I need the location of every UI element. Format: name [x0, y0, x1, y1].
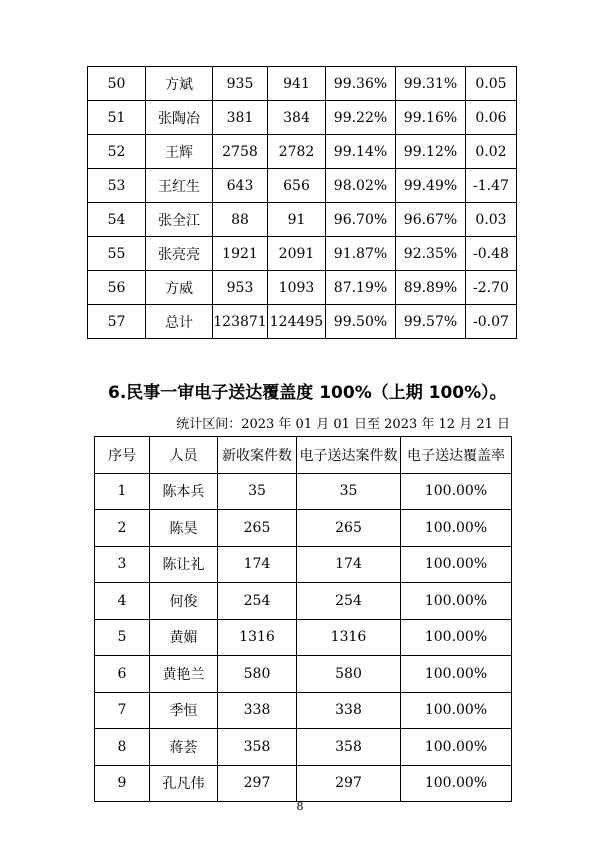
cell-person: 王辉 [146, 135, 213, 169]
cell-person: 蒋荟 [150, 729, 218, 766]
cell-seq: 57 [88, 305, 146, 339]
cell-value-a: 88 [213, 203, 268, 237]
cell-seq: 3 [95, 546, 150, 583]
cell-rate-previous: 99.31% [396, 67, 466, 101]
cell-rate-previous: 99.12% [396, 135, 466, 169]
cell-new-cases: 254 [218, 583, 297, 620]
cell-rate-current: 96.70% [326, 203, 396, 237]
cell-person: 张亮亮 [146, 237, 213, 271]
cell-seq: 55 [88, 237, 146, 271]
cell-value-b: 1093 [268, 271, 326, 305]
cell-value-b: 941 [268, 67, 326, 101]
cell-person: 孔凡伟 [150, 765, 218, 802]
cell-person: 王红生 [146, 169, 213, 203]
cell-change: 0.03 [466, 203, 517, 237]
e-service-table-body [95, 473, 512, 802]
cell-person: 黄媚 [150, 619, 218, 656]
cell-coverage-rate: 100.00% [401, 729, 512, 766]
cell-change: -0.48 [466, 237, 517, 271]
table-row [88, 203, 517, 237]
table-row [88, 67, 517, 101]
cell-e-service-cases: 254 [297, 583, 401, 620]
cell-value-b: 384 [268, 101, 326, 135]
header-new-cases: 新收案件数 [218, 437, 297, 474]
cell-new-cases: 297 [218, 765, 297, 802]
cell-coverage-rate: 100.00% [401, 656, 512, 693]
cell-seq: 52 [88, 135, 146, 169]
cell-change: 0.05 [466, 67, 517, 101]
cell-value-a: 381 [213, 101, 268, 135]
cell-seq: 5 [95, 619, 150, 656]
cell-new-cases: 1316 [218, 619, 297, 656]
cell-person: 何俊 [150, 583, 218, 620]
cell-person: 方威 [146, 271, 213, 305]
cell-new-cases: 35 [218, 473, 297, 510]
cell-new-cases: 358 [218, 729, 297, 766]
cell-seq: 9 [95, 765, 150, 802]
cell-change: 0.02 [466, 135, 517, 169]
cell-seq: 7 [95, 692, 150, 729]
cell-person: 黄艳兰 [150, 656, 218, 693]
cell-coverage-rate: 100.00% [401, 473, 512, 510]
cell-change: -2.70 [466, 271, 517, 305]
table-row [95, 656, 512, 693]
cell-coverage-rate: 100.00% [401, 619, 512, 656]
cell-e-service-cases: 297 [297, 765, 401, 802]
table-header-row [95, 437, 512, 474]
table-row [95, 619, 512, 656]
table-row [95, 583, 512, 620]
cell-coverage-rate: 100.00% [401, 510, 512, 547]
cell-rate-current: 98.02% [326, 169, 396, 203]
cell-person: 张陶冶 [146, 101, 213, 135]
cell-change: 0.06 [466, 101, 517, 135]
ranking-table-continued [87, 66, 517, 339]
cell-rate-current: 87.19% [326, 271, 396, 305]
table-row [88, 271, 517, 305]
cell-e-service-cases: 580 [297, 656, 401, 693]
cell-value-b: 2091 [268, 237, 326, 271]
cell-seq: 50 [88, 67, 146, 101]
cell-rate-previous: 99.16% [396, 101, 466, 135]
cell-rate-previous: 99.49% [396, 169, 466, 203]
cell-e-service-cases: 338 [297, 692, 401, 729]
cell-e-service-cases: 35 [297, 473, 401, 510]
cell-person: 张全江 [146, 203, 213, 237]
table-row [95, 546, 512, 583]
cell-rate-previous: 99.57% [396, 305, 466, 339]
cell-e-service-cases: 174 [297, 546, 401, 583]
cell-seq: 2 [95, 510, 150, 547]
cell-seq: 4 [95, 583, 150, 620]
cell-value-a: 123871 [213, 305, 268, 339]
date-range: 统计区间：2023 年 01 月 01 日至 2023 年 12 月 21 日 [176, 417, 510, 432]
table-row [95, 765, 512, 802]
cell-rate-previous: 89.89% [396, 271, 466, 305]
cell-e-service-cases: 1316 [297, 619, 401, 656]
cell-new-cases: 265 [218, 510, 297, 547]
header-seq: 序号 [95, 437, 150, 474]
cell-seq: 53 [88, 169, 146, 203]
cell-value-a: 953 [213, 271, 268, 305]
table-row [88, 169, 517, 203]
table-row [88, 135, 517, 169]
cell-seq: 54 [88, 203, 146, 237]
cell-seq: 8 [95, 729, 150, 766]
cell-coverage-rate: 100.00% [401, 583, 512, 620]
cell-rate-current: 99.14% [326, 135, 396, 169]
cell-seq: 1 [95, 473, 150, 510]
cell-change: -0.07 [466, 305, 517, 339]
cell-value-a: 643 [213, 169, 268, 203]
table-row [88, 101, 517, 135]
header-coverage-rate: 电子送达覆盖率 [401, 437, 512, 474]
cell-value-a: 2758 [213, 135, 268, 169]
table-row [95, 729, 512, 766]
cell-value-a: 1921 [213, 237, 268, 271]
cell-person: 季恒 [150, 692, 218, 729]
cell-new-cases: 580 [218, 656, 297, 693]
cell-new-cases: 174 [218, 546, 297, 583]
cell-new-cases: 338 [218, 692, 297, 729]
table-row [88, 305, 517, 339]
cell-value-b: 91 [268, 203, 326, 237]
cell-person: 方斌 [146, 67, 213, 101]
cell-coverage-rate: 100.00% [401, 765, 512, 802]
cell-rate-previous: 92.35% [396, 237, 466, 271]
cell-value-b: 124495 [268, 305, 326, 339]
table-row [95, 692, 512, 729]
cell-person: 总计 [146, 305, 213, 339]
cell-seq: 56 [88, 271, 146, 305]
table-row [88, 237, 517, 271]
cell-rate-previous: 96.67% [396, 203, 466, 237]
ranking-table-body [88, 67, 517, 339]
cell-coverage-rate: 100.00% [401, 546, 512, 583]
cell-e-service-cases: 265 [297, 510, 401, 547]
header-e-service-cases: 电子送达案件数 [297, 437, 401, 474]
cell-person: 陈昊 [150, 510, 218, 547]
cell-value-b: 656 [268, 169, 326, 203]
header-person: 人员 [150, 437, 218, 474]
cell-rate-current: 99.36% [326, 67, 396, 101]
cell-rate-current: 99.22% [326, 101, 396, 135]
cell-seq: 6 [95, 656, 150, 693]
page-number: 8 [296, 800, 304, 813]
cell-rate-current: 91.87% [326, 237, 396, 271]
cell-e-service-cases: 358 [297, 729, 401, 766]
cell-value-b: 2782 [268, 135, 326, 169]
table-row [95, 510, 512, 547]
e-service-coverage-table [94, 436, 512, 802]
cell-rate-current: 99.50% [326, 305, 396, 339]
cell-seq: 51 [88, 101, 146, 135]
cell-value-a: 935 [213, 67, 268, 101]
section-title: 6.民事一审电子送达覆盖度 100%（上期 100%）。 [108, 383, 507, 403]
cell-person: 陈本兵 [150, 473, 218, 510]
table-row [95, 473, 512, 510]
cell-coverage-rate: 100.00% [401, 692, 512, 729]
cell-change: -1.47 [466, 169, 517, 203]
cell-person: 陈让礼 [150, 546, 218, 583]
